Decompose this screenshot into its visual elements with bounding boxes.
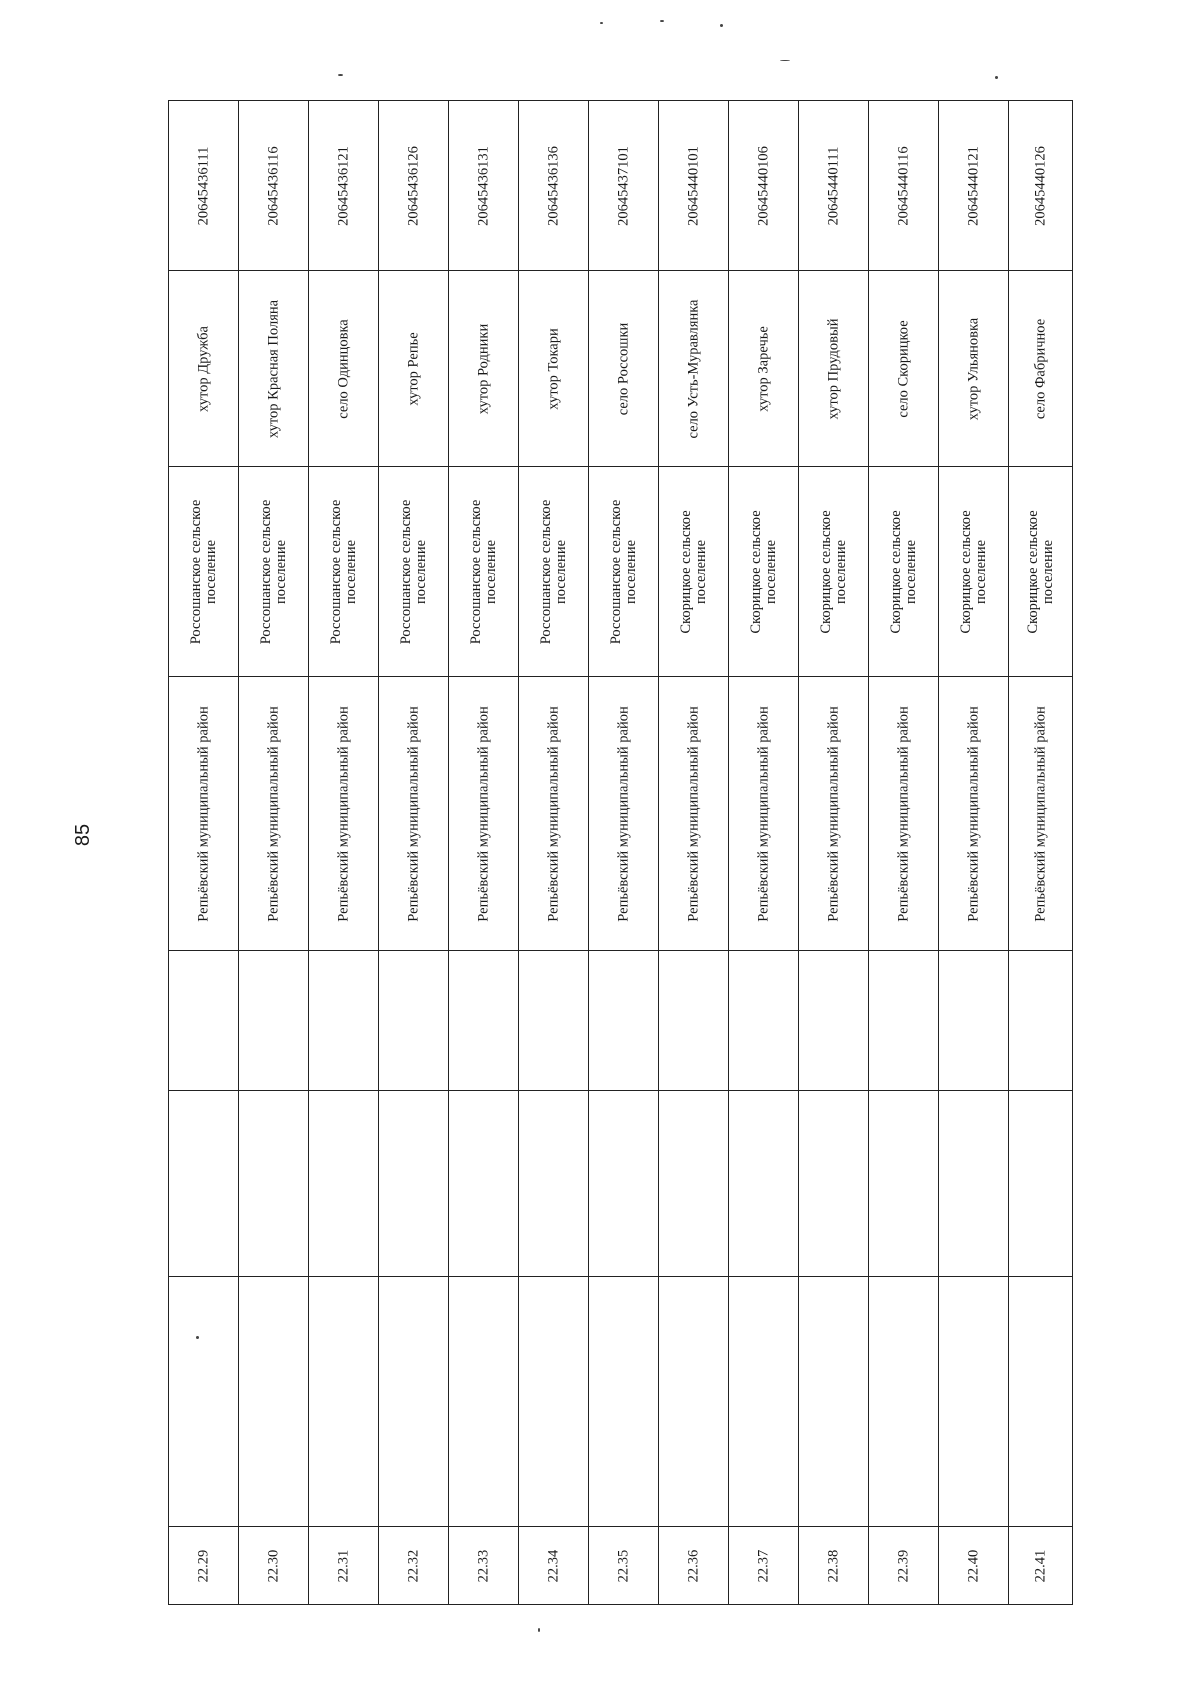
empty-cell bbox=[1009, 1091, 1073, 1277]
locality-text: хутор Красная Поляна bbox=[264, 299, 281, 438]
district-text: Репьёвский муниципальный район bbox=[404, 705, 421, 922]
locality-text: село Фабричное bbox=[1031, 318, 1048, 419]
page-number: 85 bbox=[72, 823, 94, 847]
num-cell-22-38 bbox=[799, 1527, 869, 1605]
empty-cell bbox=[659, 1277, 729, 1527]
district-text: Репьёвский муниципальный район bbox=[754, 705, 771, 922]
settlement-cell-22-36 bbox=[659, 467, 729, 677]
code-cell-22-36 bbox=[659, 101, 729, 271]
code-text: 20645437101 bbox=[614, 145, 631, 226]
empty-cell bbox=[869, 1277, 939, 1527]
table-row bbox=[169, 1091, 1073, 1277]
row-number: 22.29 bbox=[194, 1549, 211, 1582]
row-number: 22.32 bbox=[404, 1549, 421, 1582]
settlement-text: Скорицкое сельское поселение bbox=[1024, 509, 1056, 634]
scan-speck bbox=[660, 20, 664, 22]
empty-cell bbox=[519, 951, 589, 1091]
district-text: Репьёвский муниципальный район bbox=[1031, 705, 1048, 922]
locality-cell-22-29 bbox=[169, 271, 239, 467]
num-cell-22-39 bbox=[869, 1527, 939, 1605]
settlement-text: Россошанское сельское поселение bbox=[257, 499, 289, 644]
table-row bbox=[169, 1277, 1073, 1527]
district-cell-22-38 bbox=[799, 677, 869, 951]
code-text: 20645436131 bbox=[474, 145, 491, 226]
table-row bbox=[169, 951, 1073, 1091]
district-cell-22-29 bbox=[169, 677, 239, 951]
empty-cell bbox=[379, 1277, 449, 1527]
code-cell-22-37 bbox=[729, 101, 799, 271]
settlement-text: Россошанское сельское поселение bbox=[327, 499, 359, 644]
empty-cell bbox=[519, 1091, 589, 1277]
empty-cell bbox=[589, 1277, 659, 1527]
code-text: 20645440121 bbox=[964, 145, 981, 226]
locality-text: село Одинцовка bbox=[334, 318, 351, 419]
row-number: 22.33 bbox=[474, 1549, 491, 1582]
locality-text: хутор Прудовый bbox=[824, 317, 841, 420]
empty-cell bbox=[309, 1091, 379, 1277]
district-cell-22-31 bbox=[309, 677, 379, 951]
locality-cell-22-41 bbox=[1009, 271, 1073, 467]
num-cell-22-30 bbox=[239, 1527, 309, 1605]
empty-cell bbox=[449, 1277, 519, 1527]
district-text: Репьёвский муниципальный район bbox=[474, 705, 491, 922]
locality-text: хутор Токари bbox=[544, 327, 561, 410]
settlement-cell-22-32 bbox=[379, 467, 449, 677]
settlement-cell-22-35 bbox=[589, 467, 659, 677]
code-cell-22-31 bbox=[309, 101, 379, 271]
code-text: 20645436126 bbox=[404, 145, 421, 226]
num-cell-22-37 bbox=[729, 1527, 799, 1605]
code-cell-22-39 bbox=[869, 101, 939, 271]
settlement-cell-22-30 bbox=[239, 467, 309, 677]
code-cell-22-40 bbox=[939, 101, 1009, 271]
locality-cell-22-34 bbox=[519, 271, 589, 467]
scan-speck bbox=[196, 1336, 199, 1339]
empty-cell bbox=[309, 1277, 379, 1527]
locality-cell-22-36 bbox=[659, 271, 729, 467]
settlement-cell-22-40 bbox=[939, 467, 1009, 677]
district-cell-22-41 bbox=[1009, 677, 1073, 951]
code-text: 20645440111 bbox=[824, 146, 841, 225]
settlement-text: Россошанское сельское поселение bbox=[467, 499, 499, 644]
empty-cell bbox=[309, 951, 379, 1091]
num-cell-22-40 bbox=[939, 1527, 1009, 1605]
district-cell-22-35 bbox=[589, 677, 659, 951]
scan-speck bbox=[600, 22, 603, 24]
row-number: 22.40 bbox=[964, 1549, 981, 1582]
num-cell-22-35 bbox=[589, 1527, 659, 1605]
code-text: 20645440106 bbox=[754, 145, 771, 226]
locality-cell-22-31 bbox=[309, 271, 379, 467]
empty-cell bbox=[1009, 1277, 1073, 1527]
row-number: 22.35 bbox=[614, 1549, 631, 1582]
empty-cell bbox=[869, 951, 939, 1091]
district-cell-22-30 bbox=[239, 677, 309, 951]
locality-text: хутор Ульяновка bbox=[964, 317, 981, 420]
empty-cell bbox=[939, 951, 1009, 1091]
empty-cell bbox=[729, 951, 799, 1091]
empty-cell bbox=[659, 1091, 729, 1277]
empty-cell bbox=[729, 1091, 799, 1277]
code-text: 20645436121 bbox=[334, 145, 351, 226]
row-number: 22.41 bbox=[1031, 1549, 1048, 1582]
code-cell-22-38 bbox=[799, 101, 869, 271]
locality-text: хутор Родники bbox=[474, 323, 491, 414]
code-cell-22-32 bbox=[379, 101, 449, 271]
scan-speck bbox=[538, 1628, 540, 1632]
district-text: Репьёвский муниципальный район bbox=[894, 705, 911, 922]
locality-text: село Россошки bbox=[614, 322, 631, 415]
row-number: 22.36 bbox=[684, 1549, 701, 1582]
table-row bbox=[169, 467, 1073, 677]
settlement-cell-22-39 bbox=[869, 467, 939, 677]
num-cell-22-36 bbox=[659, 1527, 729, 1605]
settlement-cell-22-33 bbox=[449, 467, 519, 677]
district-text: Репьёвский муниципальный район bbox=[614, 705, 631, 922]
locality-cell-22-40 bbox=[939, 271, 1009, 467]
locality-text: хутор Дружба bbox=[194, 325, 211, 412]
empty-cell bbox=[379, 951, 449, 1091]
code-cell-22-34 bbox=[519, 101, 589, 271]
code-text: 20645440101 bbox=[684, 145, 701, 226]
empty-cell bbox=[589, 951, 659, 1091]
locality-text: село Усть-Муравлянка bbox=[684, 299, 701, 438]
empty-cell bbox=[799, 1091, 869, 1277]
code-cell-22-41 bbox=[1009, 101, 1073, 271]
code-cell-22-33 bbox=[449, 101, 519, 271]
row-number: 22.37 bbox=[754, 1549, 771, 1582]
num-cell-22-33 bbox=[449, 1527, 519, 1605]
district-text: Репьёвский муниципальный район bbox=[964, 705, 981, 922]
settlement-text: Россошанское сельское поселение bbox=[537, 499, 569, 644]
settlement-cell-22-29 bbox=[169, 467, 239, 677]
empty-cell bbox=[169, 1091, 239, 1277]
settlement-text: Скорицкое сельское поселение bbox=[817, 509, 849, 634]
code-cell-22-35 bbox=[589, 101, 659, 271]
locality-cell-22-30 bbox=[239, 271, 309, 467]
empty-cell bbox=[449, 1091, 519, 1277]
row-number: 22.30 bbox=[264, 1549, 281, 1582]
code-cell-22-29 bbox=[169, 101, 239, 271]
district-text: Репьёвский муниципальный район bbox=[264, 705, 281, 922]
code-text: 20645440126 bbox=[1031, 145, 1048, 226]
settlement-text: Скорицкое сельское поселение bbox=[747, 509, 779, 634]
table-row bbox=[169, 271, 1073, 467]
locality-cell-22-32 bbox=[379, 271, 449, 467]
row-number: 22.38 bbox=[824, 1549, 841, 1582]
empty-cell bbox=[239, 1277, 309, 1527]
row-number: 22.34 bbox=[544, 1549, 561, 1582]
num-cell-22-41 bbox=[1009, 1527, 1073, 1605]
scan-speck bbox=[720, 24, 723, 27]
scan-speck bbox=[995, 76, 998, 79]
settlement-text: Скорицкое сельское поселение bbox=[677, 509, 709, 634]
table-row bbox=[169, 101, 1073, 271]
locality-cell-22-37 bbox=[729, 271, 799, 467]
district-text: Репьёвский муниципальный район bbox=[684, 705, 701, 922]
settlement-text: Россошанское сельское поселение bbox=[607, 499, 639, 644]
empty-cell bbox=[939, 1091, 1009, 1277]
settlement-text: Россошанское сельское поселение bbox=[397, 499, 429, 644]
settlement-cell-22-34 bbox=[519, 467, 589, 677]
empty-cell bbox=[239, 951, 309, 1091]
register-table bbox=[168, 100, 1073, 1605]
district-text: Репьёвский муниципальный район bbox=[194, 705, 211, 922]
district-cell-22-36 bbox=[659, 677, 729, 951]
code-text: 20645436111 bbox=[194, 146, 211, 225]
locality-text: село Скорицкое bbox=[894, 319, 911, 418]
num-cell-22-34 bbox=[519, 1527, 589, 1605]
table-row bbox=[169, 1527, 1073, 1605]
empty-cell bbox=[799, 951, 869, 1091]
locality-text: хутор Заречье bbox=[754, 325, 771, 412]
locality-cell-22-35 bbox=[589, 271, 659, 467]
code-text: 20645440116 bbox=[894, 145, 911, 226]
empty-cell bbox=[239, 1091, 309, 1277]
scan-speck bbox=[780, 60, 790, 61]
settlement-text: Россошанское сельское поселение bbox=[187, 499, 219, 644]
settlement-cell-22-37 bbox=[729, 467, 799, 677]
empty-cell bbox=[519, 1277, 589, 1527]
code-cell-22-30 bbox=[239, 101, 309, 271]
locality-cell-22-38 bbox=[799, 271, 869, 467]
district-cell-22-37 bbox=[729, 677, 799, 951]
scan-speck bbox=[338, 74, 343, 76]
district-cell-22-33 bbox=[449, 677, 519, 951]
code-text: 20645436116 bbox=[264, 145, 281, 226]
empty-cell bbox=[1009, 951, 1073, 1091]
empty-cell bbox=[169, 1277, 239, 1527]
code-text: 20645436136 bbox=[544, 145, 561, 226]
locality-text: хутор Репье bbox=[404, 331, 421, 406]
district-text: Репьёвский муниципальный район bbox=[334, 705, 351, 922]
empty-cell bbox=[449, 951, 519, 1091]
empty-cell bbox=[589, 1091, 659, 1277]
district-cell-22-32 bbox=[379, 677, 449, 951]
row-number: 22.39 bbox=[894, 1549, 911, 1582]
num-cell-22-29 bbox=[169, 1527, 239, 1605]
num-cell-22-31 bbox=[309, 1527, 379, 1605]
district-text: Репьёвский муниципальный район bbox=[544, 705, 561, 922]
district-cell-22-34 bbox=[519, 677, 589, 951]
empty-cell bbox=[379, 1091, 449, 1277]
empty-cell bbox=[659, 951, 729, 1091]
district-text: Репьёвский муниципальный район bbox=[824, 705, 841, 922]
empty-cell bbox=[869, 1091, 939, 1277]
row-number: 22.31 bbox=[334, 1549, 351, 1582]
settlement-cell-22-41 bbox=[1009, 467, 1073, 677]
empty-cell bbox=[939, 1277, 1009, 1527]
empty-cell bbox=[729, 1277, 799, 1527]
num-cell-22-32 bbox=[379, 1527, 449, 1605]
settlement-text: Скорицкое сельское поселение bbox=[957, 509, 989, 634]
district-cell-22-40 bbox=[939, 677, 1009, 951]
empty-cell bbox=[169, 951, 239, 1091]
locality-cell-22-39 bbox=[869, 271, 939, 467]
empty-cell bbox=[799, 1277, 869, 1527]
table-row bbox=[169, 677, 1073, 951]
locality-cell-22-33 bbox=[449, 271, 519, 467]
settlement-cell-22-38 bbox=[799, 467, 869, 677]
settlement-cell-22-31 bbox=[309, 467, 379, 677]
settlement-text: Скорицкое сельское поселение bbox=[887, 509, 919, 634]
district-cell-22-39 bbox=[869, 677, 939, 951]
